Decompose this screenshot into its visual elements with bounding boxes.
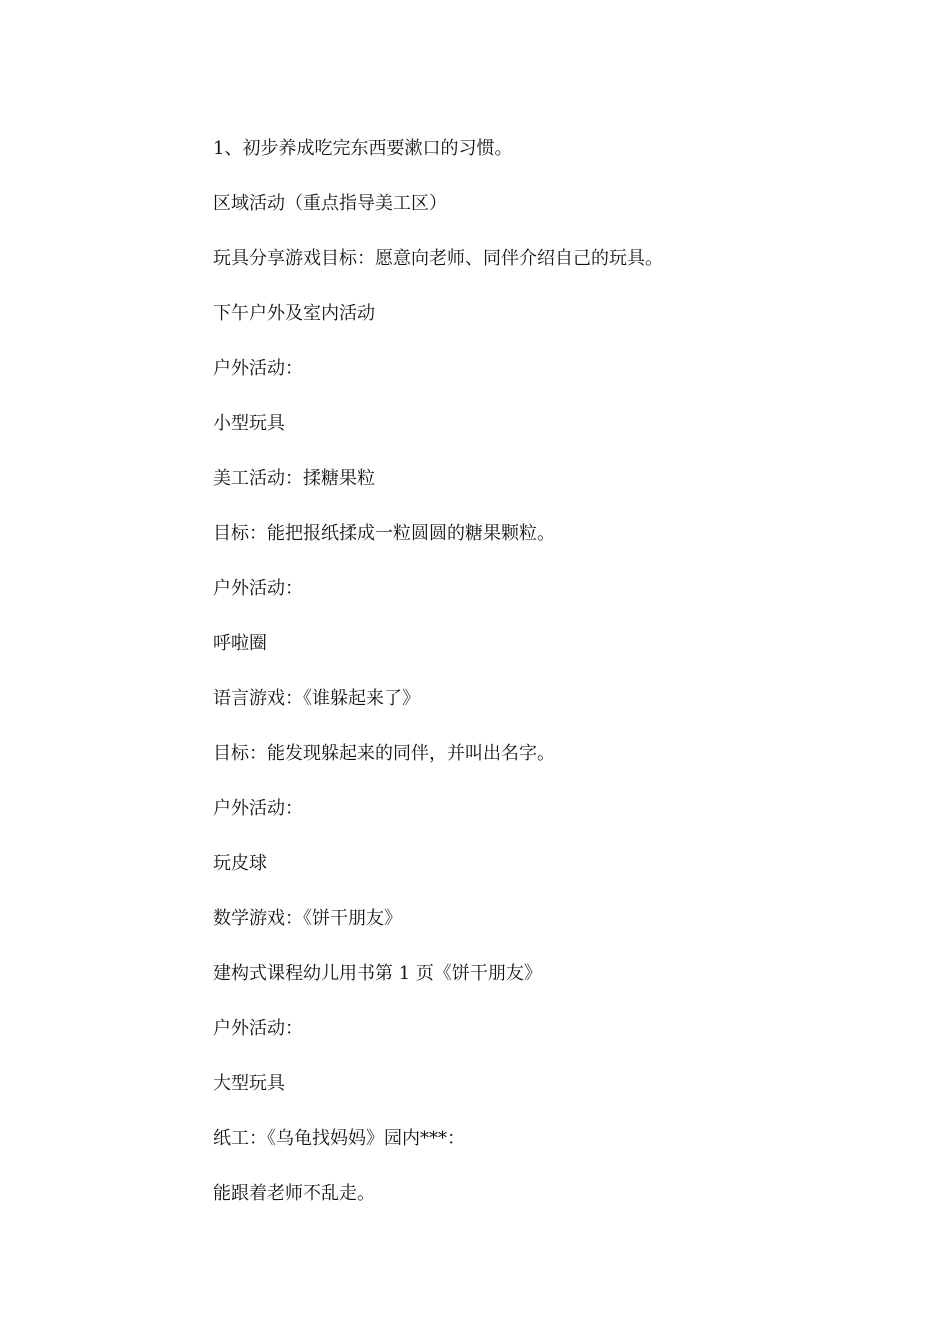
- paragraph-toy-sharing: 玩具分享游戏目标：愿意向老师、同伴介绍自己的玩具。: [213, 248, 663, 269]
- paragraph-course-book: 建构式课程幼儿用书第 1 页《饼干朋友》: [213, 963, 542, 984]
- paragraph-small-toys: 小型玩具: [213, 413, 285, 434]
- paragraph-outdoor-activity: 户外活动：: [213, 578, 303, 599]
- paragraph-math-game: 数学游戏：《饼干朋友》: [213, 908, 402, 929]
- paragraph-outdoor-activity: 户外活动：: [213, 1018, 303, 1039]
- paragraph-large-toys: 大型玩具: [213, 1073, 285, 1094]
- paragraph-ball-play: 玩皮球: [213, 853, 267, 874]
- paragraph-outdoor-activity: 户外活动：: [213, 798, 303, 819]
- paragraph-afternoon-activity: 下午户外及室内活动: [213, 303, 375, 324]
- paragraph-hula-hoop: 呼啦圈: [213, 633, 267, 654]
- paragraph-language-goal: 目标：能发现躲起来的同伴，并叫出名字。: [213, 743, 555, 764]
- paragraph-habit-goal: 1、初步养成吃完东西要漱口的习惯。: [213, 138, 513, 159]
- paragraph-art-activity: 美工活动：揉糖果粒: [213, 468, 375, 489]
- paragraph-outdoor-activity: 户外活动：: [213, 358, 303, 379]
- paragraph-language-game: 语言游戏：《谁躲起来了》: [213, 688, 420, 709]
- paragraph-paper-craft: 纸工：《乌龟找妈妈》园内***：: [213, 1128, 465, 1149]
- paragraph-area-activity: 区域活动（重点指导美工区）: [213, 193, 447, 214]
- paragraph-art-goal: 目标：能把报纸揉成一粒圆圆的糖果颗粒。: [213, 523, 555, 544]
- document-body: [213, 133, 853, 1233]
- paragraph-follow-teacher: 能跟着老师不乱走。: [213, 1183, 375, 1204]
